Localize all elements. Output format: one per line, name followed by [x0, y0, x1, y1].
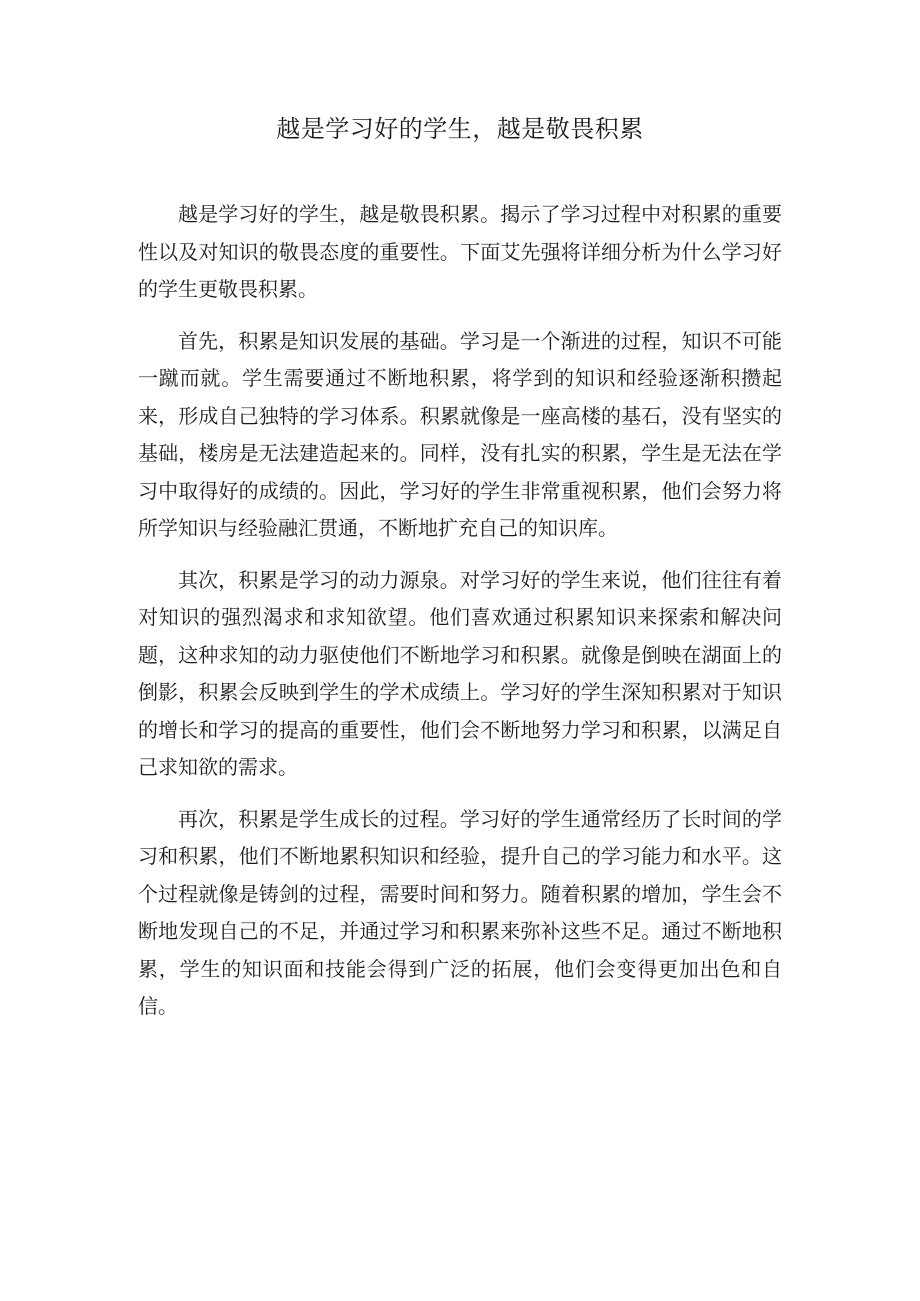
document-body [138, 196, 782, 1026]
paragraph-second-point: 其次，积累是学习的动力源泉。对学习好的学生来说，他们往往有着对知识的强烈渴求和求知欲望。他们喜欢通过积累知识来探索和解决问题，这种求知的动力驱使他们不断地学习和积累。就像是倒映在湖面上的倒影，积累会反映到学生的学术成绩上。学习好的学生深知积累对于知识的增长和学习的提高的重要性，他们会不断地努力学习和积累，以满足自己求知欲的需求。 [138, 567, 782, 779]
paragraph-intro: 越是学习好的学生，越是敬畏积累。揭示了学习过程中对积累的重要性以及对知识的敬畏态度的重要性。下面艾先强将详细分析为什么学习好的学生更敬畏积累。 [138, 202, 782, 301]
paragraph-first-point: 首先，积累是知识发展的基础。学习是一个渐进的过程，知识不可能一蹴而就。学生需要通过不断地积累，将学到的知识和经验逐渐积攒起来，形成自己独特的学习体系。积累就像是一座高楼的基石，没有坚实的基础，楼房是无法建造起来的。同样，没有扎实的积累，学生是无法在学习中取得好的成绩的。因此，学习好的学生非常重视积累，他们会努力将所学知识与经验融汇贯通，不断地扩充自己的知识库。 [138, 328, 782, 540]
paragraph-third-point: 再次，积累是学生成长的过程。学习好的学生通常经历了长时间的学习和积累，他们不断地累积知识和经验，提升自己的学习能力和水平。这个过程就像是铸剑的过程，需要时间和努力。随着积累的增加，学生会不断地发现自己的不足，并通过学习和积累来弥补这些不足。通过不断地积累，学生的知识面和技能会得到广泛的拓展，他们会变得更加出色和自信。 [138, 806, 782, 1018]
document-title: 越是学习好的学生，越是敬畏积累 [276, 115, 644, 143]
